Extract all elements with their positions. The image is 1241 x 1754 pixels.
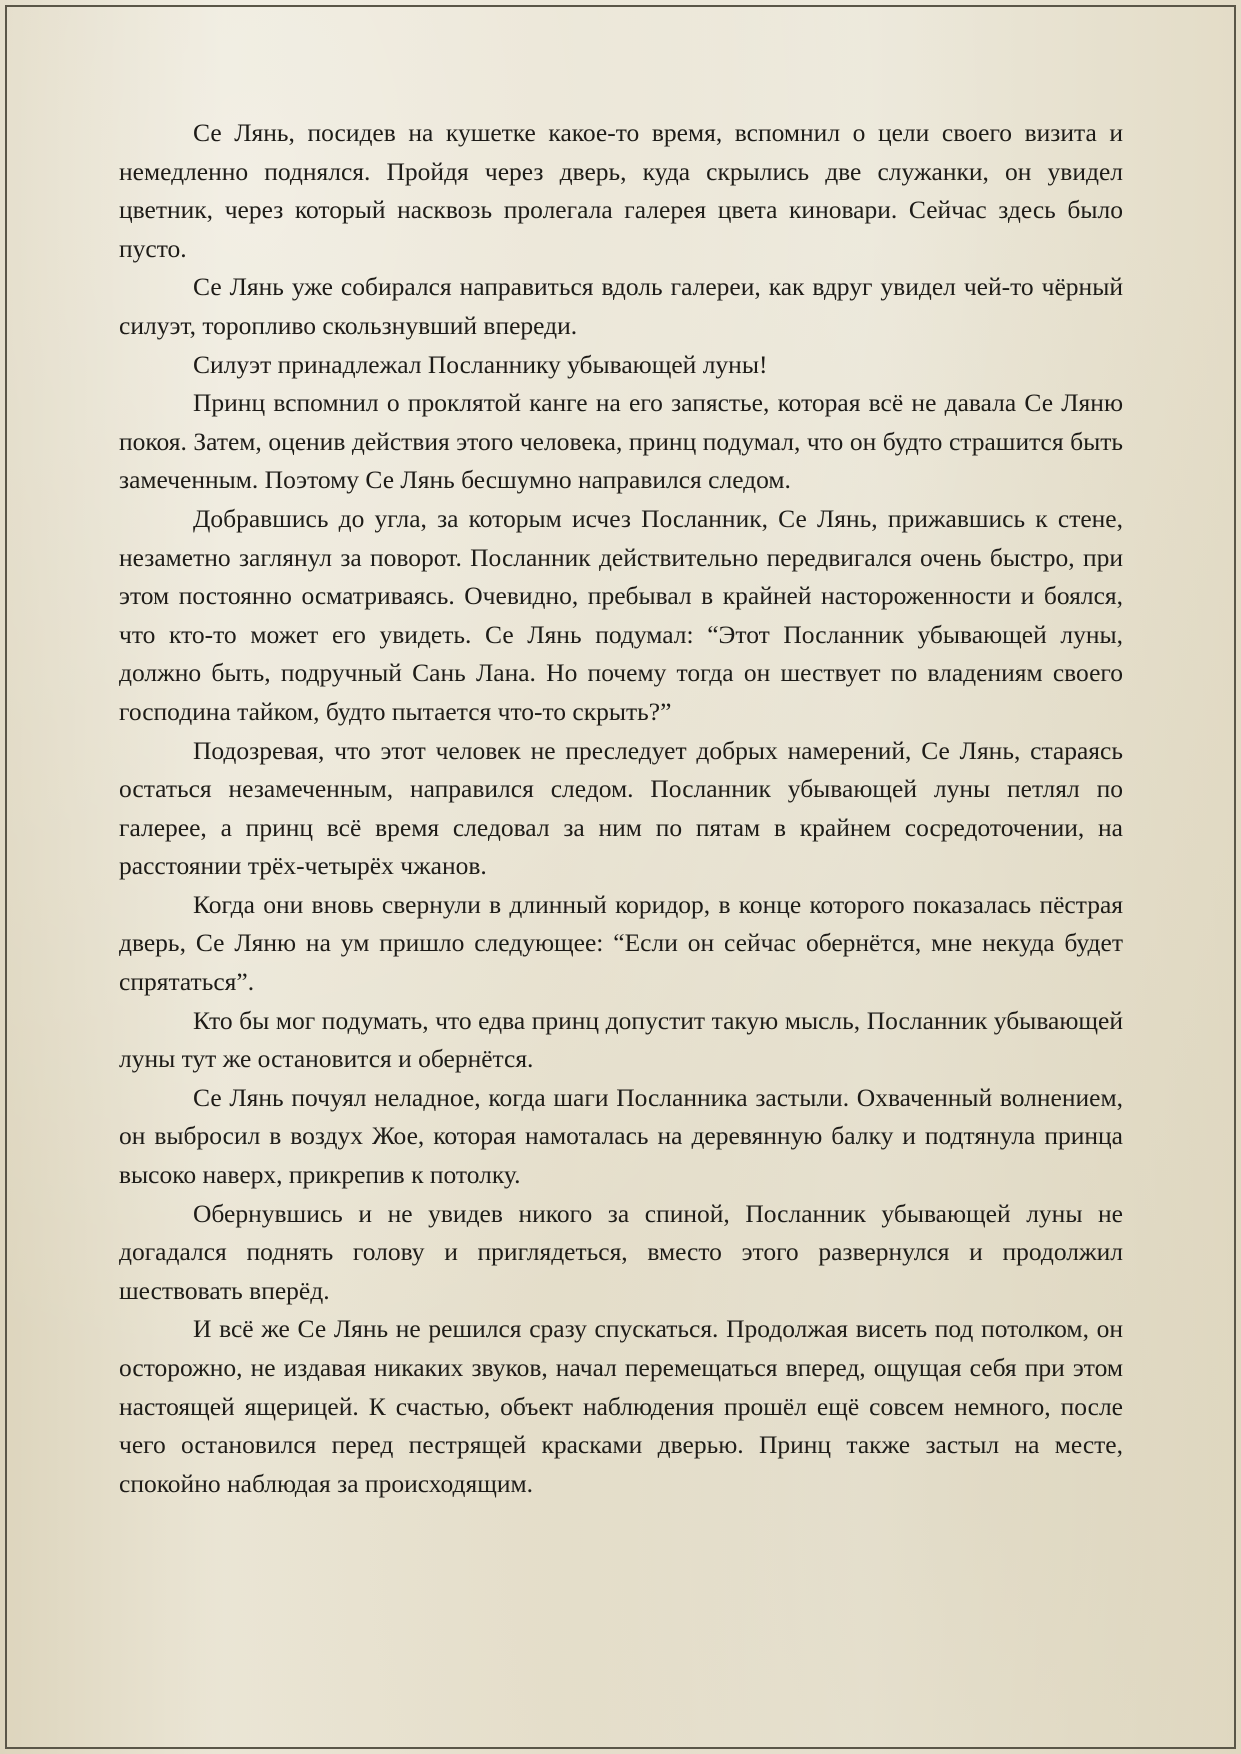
paragraph: Обернувшись и не увидев никого за спиной, Посланник убывающей луны не догадался поднять голову и приглядеться, вместо этого развернулся и продолжил шествовать вперёд. <box>119 1198 1123 1305</box>
paragraph: И всё же Се Лянь не решился сразу спускаться. Продолжая висеть под потолком, он осторожно, не издавая никаких звуков, начал перемещаться вперед, ощущая себя при этом настоящей ящерицей. К счастью, объект наблюдения прошёл ещё совсем немного, после чего остановился перед пестрящей красками дверью. Принц также застыл на месте, спокойно наблюдая за происходящим. <box>119 1314 1123 1498</box>
paragraph: Подозревая, что этот человек не преследует добрых намерений, Се Лянь, стараясь остаться незамеченным, направился следом. Посланник убывающей луны петлял по галерее, а принц всё время следовал за ним по пятам в крайнем сосредоточении, на расстоянии трёх-четырёх чжанов. <box>119 735 1123 881</box>
paragraph: Принц вспомнил о проклятой канге на его запястье, которая всё не давала Се Ляню покоя. Затем, оценив действия этого человека, принц подумал, что он будто страшится быть замеченным. Поэтому Се Лянь бесшумно направился следом. <box>119 388 1123 495</box>
paragraph: Кто бы мог подумать, что едва принц допустит такую мысль, Посланник убывающей луны тут же остановится и обернётся. <box>119 1005 1123 1074</box>
page-text <box>119 114 1123 1503</box>
paragraph: Добравшись до угла, за которым исчез Посланник, Се Лянь, прижавшись к стене, незаметно заглянул за поворот. Посланник действительно передвигался очень быстро, при этом постоянно осматриваясь. Очевидно, пребывал в крайней настороженности и боялся, что кто-то может его увидеть. Се Лянь подумал: “Этот Посланник убывающей луны, должно быть, подручный Сань Лана. Но почему тогда он шествует по владениям своего господина тайком, будто пытается что-то скрыть?” <box>119 503 1123 726</box>
paragraph: Когда они вновь свернули в длинный коридор, в конце которого показалась пёстрая дверь, Се Ляню на ум пришло следующее: “Если он сейчас обернётся, мне некуда будет спрятаться”. <box>119 889 1123 997</box>
paragraph: Се Лянь уже собирался направиться вдоль галереи, как вдруг увидел чей-то чёрный силуэт, торопливо скользнувший впереди. <box>119 272 1123 340</box>
paragraph: Силуэт принадлежал Посланнику убывающей луны! <box>193 349 768 379</box>
paragraph: Се Лянь, посидев на кушетке какое-то время, вспомнил о цели своего визита и немедленно поднялся. Пройдя через дверь, куда скрылись две служанки, он увидел цветник, через который насквозь пролегала галерея цвета киновари. Сейчас здесь было пусто. <box>119 118 1123 263</box>
paragraph: Се Лянь почуял неладное, когда шаги Посланника застыли. Охваченный волнением, он выбросил в воздух Жое, которая намоталась на деревянную балку и подтянула принца высоко наверх, прикрепив к потолку. <box>119 1082 1123 1190</box>
